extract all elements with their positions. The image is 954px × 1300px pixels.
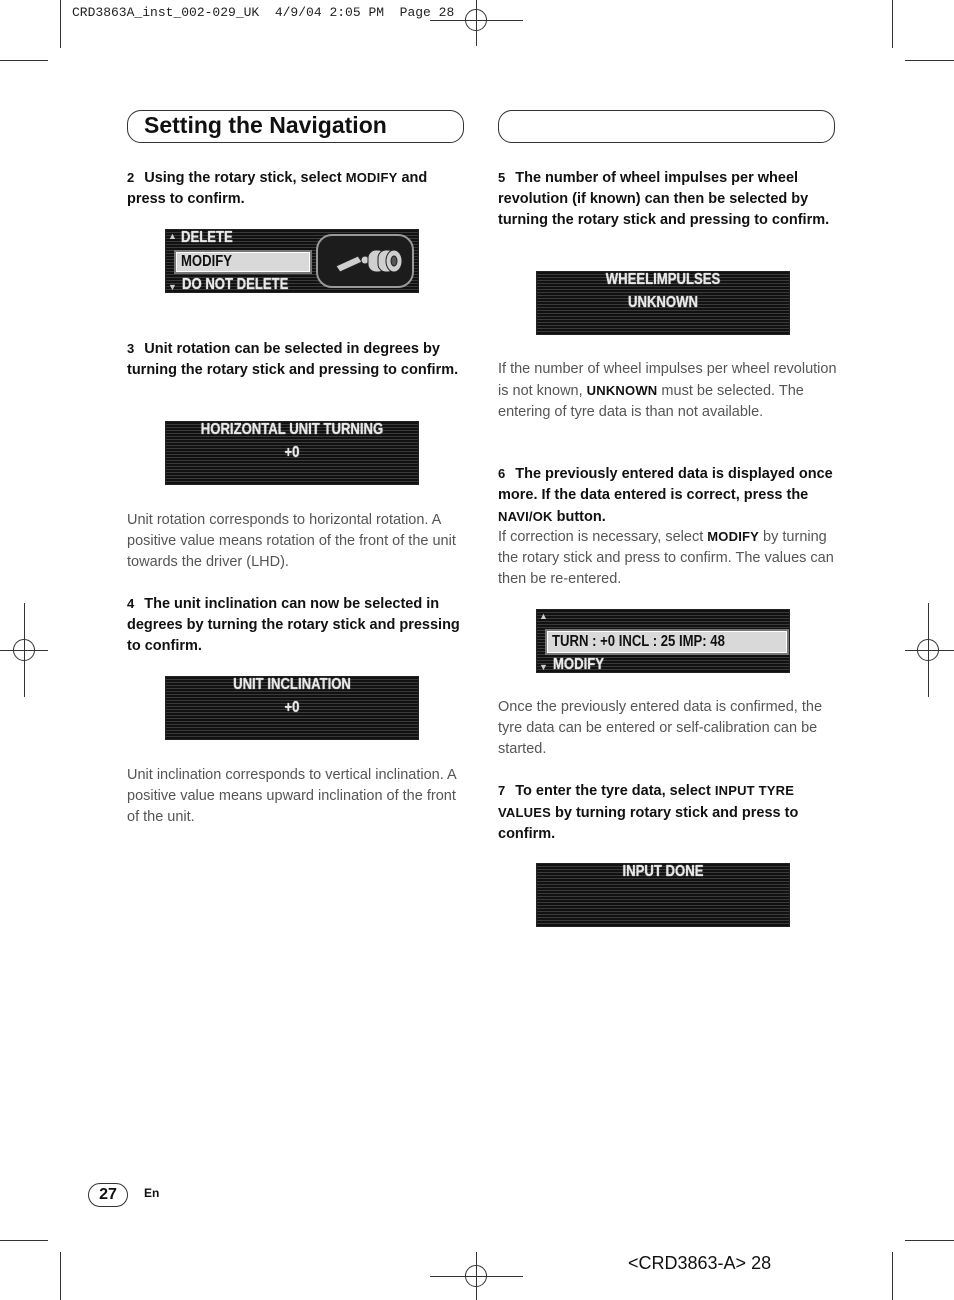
- print-slug: CRD3863A_inst_002-029_UK 4/9/04 2:05 PM Page 28: [72, 5, 455, 20]
- crop-mark: [60, 0, 61, 48]
- lcd-wheelimpulses: [536, 271, 790, 335]
- crop-mark: [892, 1252, 893, 1300]
- paragraph: If the number of wheel impulses per wheel revolution is not known, UNKNOWN must be selected. The entering of tyre data is than not available.: [498, 361, 837, 420]
- crop-mark: [905, 60, 954, 61]
- step-5: 5 The number of wheel impulses per wheel revolution (if known) can then be selected by turning the rotary stick and pressing to confirm.: [498, 170, 830, 228]
- lcd-line: WHEELIMPULSES: [605, 271, 721, 288]
- lcd-value: +0: [284, 699, 300, 716]
- lcd-line: UNIT INCLINATION: [233, 676, 351, 693]
- up-arrow-icon: ▲: [168, 231, 177, 241]
- registration-circle: [465, 1265, 487, 1287]
- paragraph: If correction is necessary, select MODIFY by turning the rotary stick and press to confirm. The values can then be re-entered.: [498, 529, 834, 587]
- lcd-selected-item: TURN : +0 INCL : 25 IMP: 48: [545, 629, 789, 655]
- registration-circle: [917, 639, 939, 661]
- language-label: En: [144, 1186, 160, 1200]
- lcd-line: MODIFY: [553, 656, 605, 673]
- lcd-input-done: [536, 863, 790, 927]
- lcd-line: DO NOT DELETE: [182, 276, 289, 293]
- step-2: 2 Using the rotary stick, select MODIFY and press to confirm.: [127, 170, 428, 207]
- up-arrow-icon: ▲: [539, 611, 548, 621]
- registration-circle: [13, 639, 35, 661]
- step-7: 7 To enter the tyre data, select INPUT TYRE VALUES by turning rotary stick and press to confirm.: [498, 783, 799, 842]
- tyre-wheel-icon: [316, 234, 414, 288]
- registration-circle: [465, 9, 487, 31]
- lcd-line: DELETE: [181, 229, 233, 246]
- lcd-line: INPUT DONE: [622, 863, 704, 880]
- crop-mark: [0, 60, 48, 61]
- document-code: <CRD3863-A> 28: [628, 1253, 772, 1273]
- lcd-horizontal-unit-turning: [165, 421, 419, 485]
- lcd-line: HORIZONTAL UNIT TURNING: [200, 421, 384, 438]
- lcd-selected-item: MODIFY: [174, 250, 312, 274]
- crop-mark: [905, 1240, 954, 1241]
- lcd-delete-modify: [165, 229, 419, 293]
- lcd-unit-inclination: [165, 676, 419, 740]
- down-arrow-icon: ▼: [539, 662, 548, 672]
- step-6: 6 The previously entered data is displayed once more. If the data entered is correct, press the NAVI/OK button.: [498, 466, 833, 525]
- paragraph: Once the previously entered data is confirmed, the tyre data can be entered or self-calibration can be started.: [498, 699, 823, 757]
- section-header-empty: [498, 110, 835, 143]
- section-header: [127, 110, 464, 143]
- lcd-turn-incl-imp: [536, 609, 790, 673]
- page-number: 27: [88, 1183, 128, 1207]
- lcd-value: UNKNOWN: [628, 294, 698, 311]
- step-4: 4 The unit inclination can now be selected in degrees by turning the rotary stick and pressing to confirm.: [127, 596, 460, 654]
- paragraph: Unit inclination corresponds to vertical inclination. A positive value means upward inclination of the front of the unit.: [127, 767, 456, 825]
- paragraph: Unit rotation corresponds to horizontal rotation. A positive value means rotation of the front of the unit towards the driver (LHD).: [127, 512, 456, 570]
- down-arrow-icon: ▼: [168, 282, 177, 292]
- step-3: 3 Unit rotation can be selected in degrees by turning the rotary stick and pressing to confirm.: [127, 341, 459, 378]
- lcd-value: +0: [284, 444, 300, 461]
- crop-mark: [60, 1252, 61, 1300]
- crop-mark: [0, 1240, 48, 1241]
- section-title: Setting the Navigation: [144, 112, 387, 138]
- crop-mark: [892, 0, 893, 48]
